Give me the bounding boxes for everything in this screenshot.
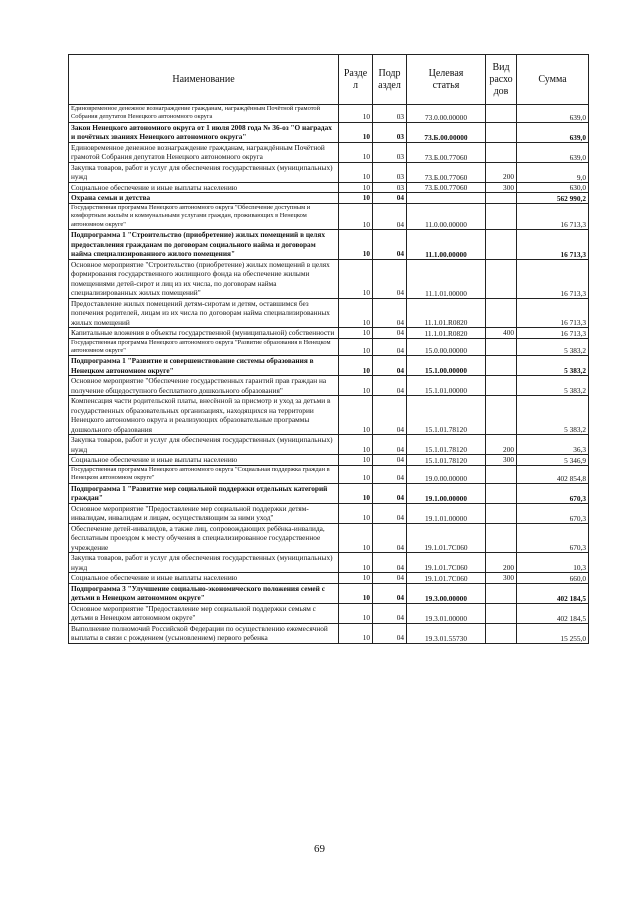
cell-section: 10 (339, 230, 373, 260)
cell-subsection: 04 (373, 203, 407, 229)
cell-name: Закупка товаров, работ и услуг для обеспечения государственных (муниципальных) нужд (69, 162, 339, 182)
table-row (69, 455, 589, 466)
cell-section: 10 (339, 162, 373, 182)
cell-amount: 630,0 (517, 182, 589, 193)
cell-target: 11.1.01.R0820 (407, 298, 486, 328)
cell-section: 10 (339, 203, 373, 229)
cell-name: Социальное обеспечение и иные выплаты населению (69, 455, 339, 466)
table-row (69, 298, 589, 328)
table-row (69, 203, 589, 229)
table-row (69, 376, 589, 396)
cell-expense-type (486, 105, 517, 123)
cell-expense-type: 300 (486, 573, 517, 584)
cell-target: 19.1.01.00000 (407, 503, 486, 523)
cell-section: 10 (339, 182, 373, 193)
cell-amount: 15 255,0 (517, 623, 589, 643)
cell-target: 73.Б.00.77060 (407, 182, 486, 193)
cell-amount: 670,3 (517, 503, 589, 523)
cell-section: 10 (339, 142, 373, 162)
cell-subsection: 04 (373, 523, 407, 553)
cell-subsection: 03 (373, 105, 407, 123)
cell-amount: 639,0 (517, 105, 589, 123)
table-body (69, 105, 589, 644)
cell-name: Социальное обеспечение и иные выплаты населению (69, 182, 339, 193)
cell-section: 10 (339, 328, 373, 339)
table-row (69, 523, 589, 553)
table-row (69, 553, 589, 573)
cell-target: 73.Б.00.77060 (407, 162, 486, 182)
cell-section: 10 (339, 465, 373, 483)
cell-expense-type (486, 523, 517, 553)
cell-section: 10 (339, 122, 373, 142)
cell-name: Выполнение полномочий Российской Федерации по осуществлению ежемесячной выплаты в связи с рождением (усыновлением) первого ребенка (69, 623, 339, 643)
cell-amount: 670,3 (517, 523, 589, 553)
cell-section: 10 (339, 396, 373, 435)
cell-name: Основное мероприятие "Предоставление мер социальной поддержки детям-инвалидам, инвалидам и лицам, осуществляющим за ними уход" (69, 503, 339, 523)
cell-name: Единовременное денежное вознаграждение гражданам, награждённым Почётной грамотой Собрания депутатов Ненецкого автономного округа (69, 105, 339, 123)
cell-expense-type (486, 203, 517, 229)
cell-amount: 660,0 (517, 573, 589, 584)
cell-target: 19.3.01.55730 (407, 623, 486, 643)
table-row (69, 162, 589, 182)
header-expense-type: Вид расхо дов (486, 55, 517, 105)
cell-target: 15.1.01.78120 (407, 455, 486, 466)
header-name: Наименование (69, 55, 339, 105)
table-row (69, 182, 589, 193)
table-row (69, 142, 589, 162)
cell-name: Капитальные вложения в объекты государственной (муниципальной) собственности (69, 328, 339, 339)
table-row (69, 483, 589, 503)
table-header-row (69, 55, 589, 105)
table-row (69, 396, 589, 435)
cell-section: 10 (339, 105, 373, 123)
cell-section: 10 (339, 259, 373, 298)
cell-amount: 670,3 (517, 483, 589, 503)
cell-amount: 402 184,5 (517, 583, 589, 603)
cell-section: 10 (339, 553, 373, 573)
cell-subsection: 04 (373, 230, 407, 260)
cell-subsection: 04 (373, 193, 407, 204)
cell-section: 10 (339, 298, 373, 328)
cell-amount: 5 383,2 (517, 376, 589, 396)
cell-name: Закупка товаров, работ и услуг для обеспечения государственных (муниципальных) нужд (69, 553, 339, 573)
table-row (69, 230, 589, 260)
cell-amount: 639,0 (517, 122, 589, 142)
cell-name: Закупка товаров, работ и услуг для обеспечения государственных (муниципальных) нужд (69, 435, 339, 455)
cell-amount: 402 184,5 (517, 603, 589, 623)
cell-subsection: 03 (373, 182, 407, 193)
cell-expense-type (486, 376, 517, 396)
cell-name: Социальное обеспечение и иные выплаты населению (69, 573, 339, 584)
cell-expense-type (486, 396, 517, 435)
cell-section: 10 (339, 376, 373, 396)
cell-expense-type (486, 259, 517, 298)
cell-subsection: 04 (373, 465, 407, 483)
cell-expense-type (486, 193, 517, 204)
cell-target: 19.1.01.7C060 (407, 573, 486, 584)
cell-target: 73.Б.00.77060 (407, 142, 486, 162)
table-row (69, 122, 589, 142)
budget-table (68, 54, 589, 644)
cell-expense-type: 200 (486, 162, 517, 182)
cell-amount: 10,3 (517, 553, 589, 573)
cell-name: Государственная программа Ненецкого автономного округа "Социальная поддержка граждан в Ненецком автономном округе" (69, 465, 339, 483)
cell-name: Государственная программа Ненецкого автономного округа "Обеспечение доступным и комфортным жильём и коммунальными услугами граждан, проживающих в Ненецком автономном округе" (69, 203, 339, 229)
cell-subsection: 04 (373, 455, 407, 466)
cell-subsection: 04 (373, 259, 407, 298)
cell-section: 10 (339, 573, 373, 584)
cell-section: 10 (339, 435, 373, 455)
cell-target: 19.0.00.00000 (407, 465, 486, 483)
table-row (69, 465, 589, 483)
cell-target: 15.1.01.78120 (407, 396, 486, 435)
header-subsection: Подр аздел (373, 55, 407, 105)
cell-section: 10 (339, 603, 373, 623)
cell-expense-type (486, 603, 517, 623)
table-row (69, 583, 589, 603)
header-amount: Сумма (517, 55, 589, 105)
cell-subsection: 04 (373, 623, 407, 643)
cell-target: 15.1.00.00000 (407, 356, 486, 376)
cell-name: Основное мероприятие "Предоставление мер социальной поддержки семьям с детьми в Ненецком автономном округе" (69, 603, 339, 623)
cell-section: 10 (339, 455, 373, 466)
cell-amount: 16 713,3 (517, 203, 589, 229)
cell-expense-type (486, 583, 517, 603)
cell-section: 10 (339, 193, 373, 204)
cell-amount: 9,0 (517, 162, 589, 182)
table-row (69, 259, 589, 298)
cell-subsection: 04 (373, 583, 407, 603)
table-row (69, 435, 589, 455)
cell-amount: 36,3 (517, 435, 589, 455)
cell-target: 15.0.00.00000 (407, 338, 486, 356)
cell-name: Подпрограмма 1 "Строительство (приобретение) жилых помещений в целях предоставления гражданам по договорам социального найма и договорам найма специализированного жилого помещения" (69, 230, 339, 260)
cell-amount: 562 990,2 (517, 193, 589, 204)
header-target: Целевая статья (407, 55, 486, 105)
cell-amount: 5 383,2 (517, 338, 589, 356)
cell-section: 10 (339, 338, 373, 356)
cell-target: 19.1.01.7C060 (407, 553, 486, 573)
cell-amount: 16 713,3 (517, 328, 589, 339)
cell-amount: 639,0 (517, 142, 589, 162)
cell-amount: 16 713,3 (517, 298, 589, 328)
table-row (69, 193, 589, 204)
table-row (69, 356, 589, 376)
header-section: Разде л (339, 55, 373, 105)
table-row (69, 503, 589, 523)
cell-subsection: 04 (373, 356, 407, 376)
cell-target: 19.1.01.7C060 (407, 523, 486, 553)
cell-subsection: 03 (373, 162, 407, 182)
cell-subsection: 04 (373, 573, 407, 584)
cell-subsection: 04 (373, 328, 407, 339)
cell-expense-type (486, 142, 517, 162)
cell-target: 19.3.00.00000 (407, 583, 486, 603)
cell-target: 11.1.00.00000 (407, 230, 486, 260)
cell-subsection: 04 (373, 603, 407, 623)
cell-section: 10 (339, 583, 373, 603)
cell-section: 10 (339, 523, 373, 553)
cell-expense-type (486, 122, 517, 142)
cell-name: Подпрограмма 3 "Улучшение социально-экономического положения семей с детьми в Ненецком автономном округе" (69, 583, 339, 603)
cell-amount: 16 713,3 (517, 230, 589, 260)
cell-expense-type: 300 (486, 182, 517, 193)
cell-expense-type (486, 298, 517, 328)
cell-subsection: 03 (373, 142, 407, 162)
cell-name: Предоставление жилых помещений детям-сиротам и детям, оставшимся без попечения родителей, лицам из их числа по договорам найма специализированных жилых помещений (69, 298, 339, 328)
cell-amount: 402 854,8 (517, 465, 589, 483)
cell-expense-type (486, 465, 517, 483)
cell-target: 11.1.01.R0820 (407, 328, 486, 339)
cell-name: Обеспечение детей-инвалидов, а также лиц, сопровождающих ребёнка-инвалида, бесплатным проездом к месту обучения в специализированное государственное учреждение (69, 523, 339, 553)
cell-amount: 5 383,2 (517, 356, 589, 376)
table-row (69, 338, 589, 356)
cell-subsection: 04 (373, 298, 407, 328)
cell-section: 10 (339, 623, 373, 643)
table-row (69, 623, 589, 643)
cell-name: Охрана семьи и детства (69, 193, 339, 204)
cell-amount: 5 346,9 (517, 455, 589, 466)
cell-expense-type (486, 503, 517, 523)
cell-name: Единовременное денежное вознаграждение гражданам, награждённым Почётной грамотой Собрания депутатов Ненецкого автономного округа (69, 142, 339, 162)
cell-expense-type: 200 (486, 553, 517, 573)
cell-subsection: 04 (373, 483, 407, 503)
cell-expense-type (486, 623, 517, 643)
cell-expense-type: 200 (486, 435, 517, 455)
page-number: 69 (314, 843, 325, 855)
cell-subsection: 04 (373, 338, 407, 356)
cell-expense-type (486, 230, 517, 260)
cell-expense-type: 400 (486, 328, 517, 339)
cell-target: 73.Б.00.00000 (407, 122, 486, 142)
cell-subsection: 04 (373, 553, 407, 573)
cell-target: 11.1.01.00000 (407, 259, 486, 298)
table-row (69, 573, 589, 584)
cell-target: 19.1.00.00000 (407, 483, 486, 503)
cell-target: 73.0.00.00000 (407, 105, 486, 123)
cell-section: 10 (339, 503, 373, 523)
table-row (69, 105, 589, 123)
cell-target: 11.0.00.00000 (407, 203, 486, 229)
cell-section: 10 (339, 356, 373, 376)
cell-amount: 5 383,2 (517, 396, 589, 435)
cell-subsection: 04 (373, 435, 407, 455)
cell-expense-type: 300 (486, 455, 517, 466)
table-row (69, 603, 589, 623)
cell-subsection: 03 (373, 122, 407, 142)
cell-target (407, 193, 486, 204)
cell-target: 15.1.01.00000 (407, 376, 486, 396)
cell-section: 10 (339, 483, 373, 503)
cell-expense-type (486, 338, 517, 356)
cell-subsection: 04 (373, 396, 407, 435)
cell-expense-type (486, 483, 517, 503)
cell-subsection: 04 (373, 376, 407, 396)
cell-name: Основное мероприятие "Строительство (приобретение) жилых помещений в целях формирования государственного жилищного фонда на обеспечение жилыми помещениями детей-сирот и лиц из их числа, по договорам найма специализированных жилых помещений" (69, 259, 339, 298)
cell-name: Подпрограмма 1 "Развитие и совершенствование системы образования в Ненецком автономном округе" (69, 356, 339, 376)
table-row (69, 328, 589, 339)
cell-subsection: 04 (373, 503, 407, 523)
cell-expense-type (486, 356, 517, 376)
cell-name: Государственная программа Ненецкого автономного округа "Развитие образования в Ненецком автономном округе" (69, 338, 339, 356)
cell-name: Основное мероприятие "Обеспечение государственных гарантий прав граждан на получение общедоступного бесплатного дошкольного образования" (69, 376, 339, 396)
cell-target: 15.1.01.78120 (407, 435, 486, 455)
cell-name: Подпрограмма 1 "Развитие мер социальной поддержки отдельных категорий граждан" (69, 483, 339, 503)
cell-amount: 16 713,3 (517, 259, 589, 298)
cell-name: Компенсация части родительской платы, внесённой за присмотр и уход за детьми в государственных образовательных организациях, находящихся на территории Ненецкого автономного округа и реализующих образовательные программы дошкольного образования (69, 396, 339, 435)
cell-target: 19.3.01.00000 (407, 603, 486, 623)
cell-name: Закон Ненецкого автономного округа от 1 июля 2008 года № 36-оз "О наградах и почётных званиях Ненецкого автономного округа" (69, 122, 339, 142)
